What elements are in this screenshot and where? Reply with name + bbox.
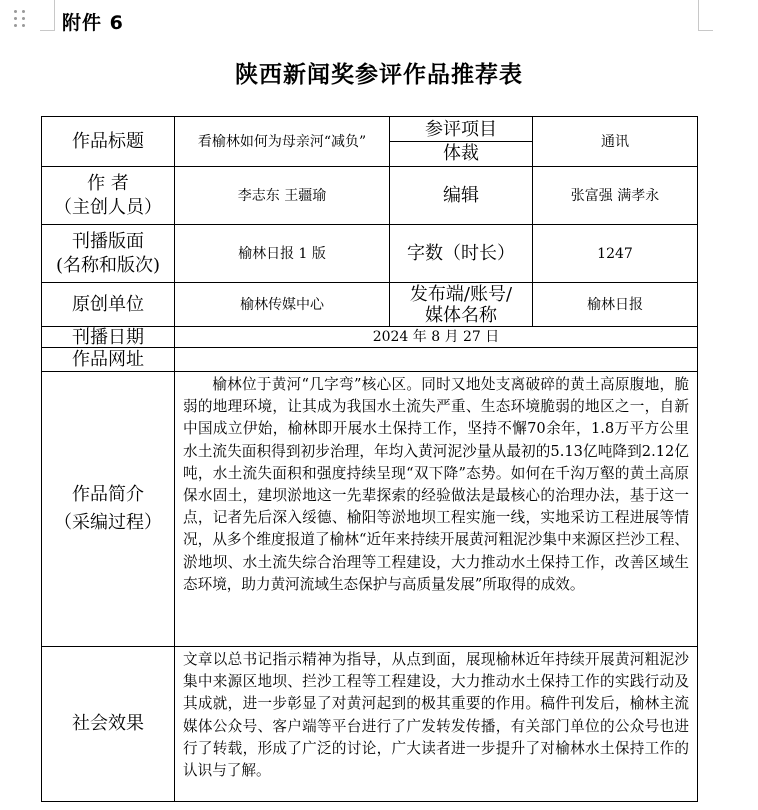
page-corner-mark [40,0,55,31]
intro-text[interactable]: 榆林位于黄河“几字弯”核心区。同时又地处支离破碎的黄土高原腹地，脆弱的地理环境，让其成为我国水土流失严重、生态环境脆弱的地区之一，自新中国成立伊始，榆林即开展水土保持工作，坚持不懈70余年，1.8万平方公里水土流失面积得到初步治理，年均入黄河泥沙量从最初的5.13亿吨降到2.12亿吨，水土流失面积和强度持续呈现“双下降”态势。如何在千沟万壑的黄土高原保水固土，建坝淤地这一先辈探索的经验做法是最核心的治理办法，基于这一点，记者先后深入绥德、榆阳等淤地坝工程实施一线，实地采访工程进展等情况，从多个维度报道了榆林“近年来持续开展黄河粗泥沙集中来源区拦沙工程、淤地坝、水土流失综合治理等工程建设，大力推动水土保持工作，改善区域生态环境，助力黄河流域生态保护与高质量发展”所取得的成效。 [175,372,698,647]
original-unit-value[interactable]: 榆林传媒中心 [175,283,390,327]
social-effect-text[interactable]: 文章以总书记指示精神为指导，从点到面，展现榆林近年持续开展黄河粗泥沙集中来源区地坝、拦沙工程等工程建设，大力推动水土保持工作的实践行动及其成就，进一步彰显了对黄河起到的极其重要的作用。稿件刊发后，榆林主流媒体公众号、客户端等平台进行了广发转发传播，有关部门单位的公众号也进行了转载，形成了广泛的讨论，广大读者进一步提升了对榆林水土保持工作的认识与了解。 [175,647,698,802]
media-name-label: 媒体名称 [425,304,497,326]
edition-value[interactable]: 榆林日报 1 版 [175,225,390,283]
page-corner-mark-right [698,0,713,31]
work-url-value[interactable] [175,348,698,372]
publisher-label-cell [390,283,533,327]
author-label-cell [42,167,175,225]
publish-date-label: 刊播日期 [42,327,175,348]
author-value[interactable]: 李志东 王疆瑜 [175,167,390,225]
table-row [42,283,698,327]
table-row [42,117,698,167]
edition-label: 刊播版面 [72,230,144,252]
table-row [42,225,698,283]
table-row [42,327,698,348]
genre-label: 体裁 [443,143,479,164]
intro-label: 作品简介 [72,484,144,505]
edition-sublabel: (名称和版次) [55,254,161,276]
work-url-label: 作品网址 [42,348,175,372]
table-row [42,372,698,647]
recommendation-form-table [41,116,698,802]
category-label: 参评项目 [390,118,532,142]
intro-label-cell [42,372,175,647]
work-title-label: 作品标题 [42,117,175,167]
original-unit-label: 原创单位 [42,283,175,327]
word-count-label: 字数（时长） [390,225,533,283]
author-label: 作 者 [87,172,129,194]
page-title: 陕西新闻奖参评作品推荐表 [235,62,523,88]
table-row [42,348,698,372]
genre-value[interactable]: 通讯 [533,117,698,167]
social-effect-label: 社会效果 [42,647,175,802]
word-count-value[interactable]: 1247 [533,225,698,283]
work-title-value[interactable]: 看榆林如何为母亲河“减负” [175,117,390,167]
category-label-cell [390,117,533,167]
edition-label-cell [42,225,175,283]
publisher-label: 发布端/账号/ [409,283,513,305]
publish-date-value[interactable]: 2024 年 8 月 27 日 [175,327,698,348]
main-creator-label: （主创人员） [54,196,162,218]
editor-value[interactable]: 张富强 满孝永 [533,167,698,225]
table-row [42,647,698,802]
intro-sublabel: （采编过程） [54,512,162,533]
table-row [42,167,698,225]
attachment-label: 附件 6 [62,12,124,34]
drag-handle-icon[interactable] [14,10,26,28]
editor-label: 编辑 [390,167,533,225]
publisher-value[interactable]: 榆林日报 [533,283,698,327]
